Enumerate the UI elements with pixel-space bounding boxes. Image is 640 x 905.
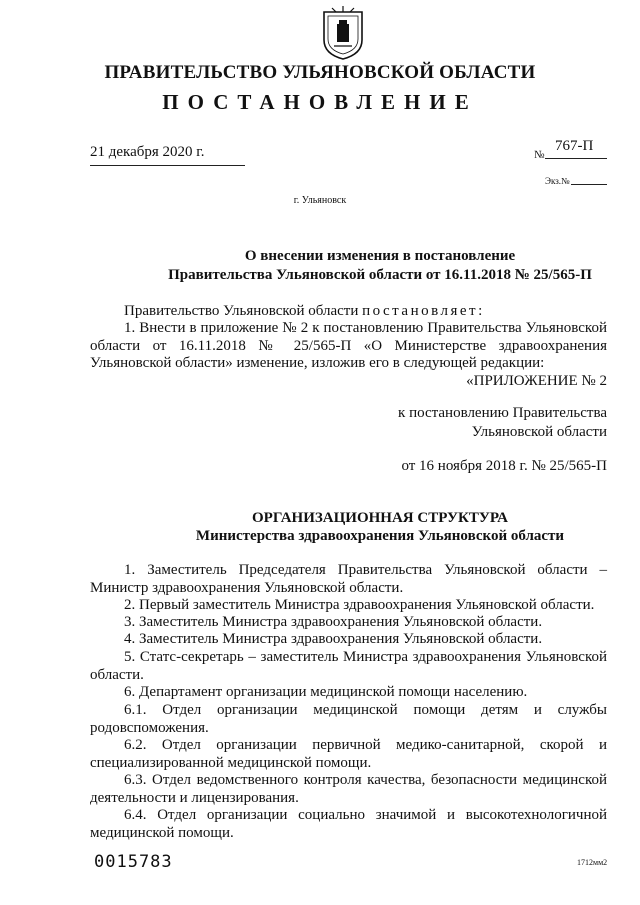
document-number: 767-П — [555, 138, 594, 154]
list-item: 6.1. Отдел организации медицинской помощи детям и службы родовспоможения. — [90, 702, 607, 736]
document-date: 21 декабря 2020 г. — [90, 144, 205, 160]
org-heading-line-2: Министерства здравоохранения Ульяновской области — [195, 528, 565, 544]
paragraph-1: 1. Внести в приложение № 2 к постановлению Правительства Ульяновской области от 16.11.2018 № 25/565-П «О Министерстве здравоохранения Ульяновской области» изменение, изложив его в следующей редакции: — [90, 320, 607, 371]
heading-line-2: Правительства Ульяновской области от 16.11.2018 № 25/565-П — [168, 267, 592, 283]
org-structure-heading — [60, 509, 640, 545]
list-item: 3. Заместитель Министра здравоохранения Ульяновской области. — [124, 614, 543, 630]
list-item: 6. Департамент организации медицинской помощи населению. — [124, 684, 528, 700]
list-item: 6.4. Отдел организации социально значимой и высокотехнологичной медицинской помощи. — [90, 807, 607, 841]
appendix-to-line-2: Ульяновской области — [471, 424, 607, 440]
government-title: ПРАВИТЕЛЬСТВО УЛЬЯНОВСКОЙ ОБЛАСТИ — [104, 62, 536, 83]
heading-line-1: О внесении изменения в постановление — [244, 248, 516, 264]
list-item: 5. Статс-секретарь – заместитель Министра здравоохранения Ульяновской области. — [90, 649, 607, 683]
number-sign: № — [534, 149, 545, 161]
list-item: 4. Заместитель Министра здравоохранения Ульяновской области. — [124, 631, 543, 647]
number-underline — [545, 158, 607, 159]
list-item: 6.3. Отдел ведомственного контроля качества, безопасности медицинской деятельности и лицензирования. — [90, 772, 607, 806]
list-item: 2. Первый заместитель Министра здравоохранения Ульяновской области. — [124, 597, 595, 613]
copy-number-underline — [571, 184, 607, 185]
document-serial-code: 0015783 — [94, 852, 173, 872]
appendix-label: «ПРИЛОЖЕНИЕ № 2 — [466, 373, 607, 389]
appendix-to-line-1: к постановлению Правительства — [398, 405, 607, 421]
document-heading — [60, 247, 640, 285]
preamble-decree-word: постановляет — [362, 303, 479, 319]
appendix-date: от 16 ноября 2018 г. № 25/565-П — [401, 458, 607, 474]
document-type: ПОСТАНОВЛЕНИЕ — [162, 90, 478, 114]
list-item: 6.2. Отдел организации первичной медико-санитарной, скорой и специализированной медицинской помощи. — [90, 737, 607, 771]
city: г. Ульяновск — [293, 195, 347, 206]
preamble — [90, 303, 607, 321]
copy-number-label: Экз.№ — [545, 176, 570, 186]
org-heading-line-1: ОРГАНИЗАЦИОННАЯ СТРУКТУРА — [251, 510, 508, 526]
preamble-prefix: Правительство Ульяновской области — [124, 303, 363, 319]
coat-of-arms-emblem — [320, 6, 366, 60]
list-item: 1. Заместитель Председателя Правительства Ульяновской области – Министр здравоохранения Ульяновской области. — [90, 562, 607, 596]
appendix-reference — [390, 404, 607, 442]
date-underline — [90, 165, 245, 166]
print-mark: 1712мм2 — [577, 858, 608, 867]
preamble-suffix: : — [478, 303, 483, 319]
